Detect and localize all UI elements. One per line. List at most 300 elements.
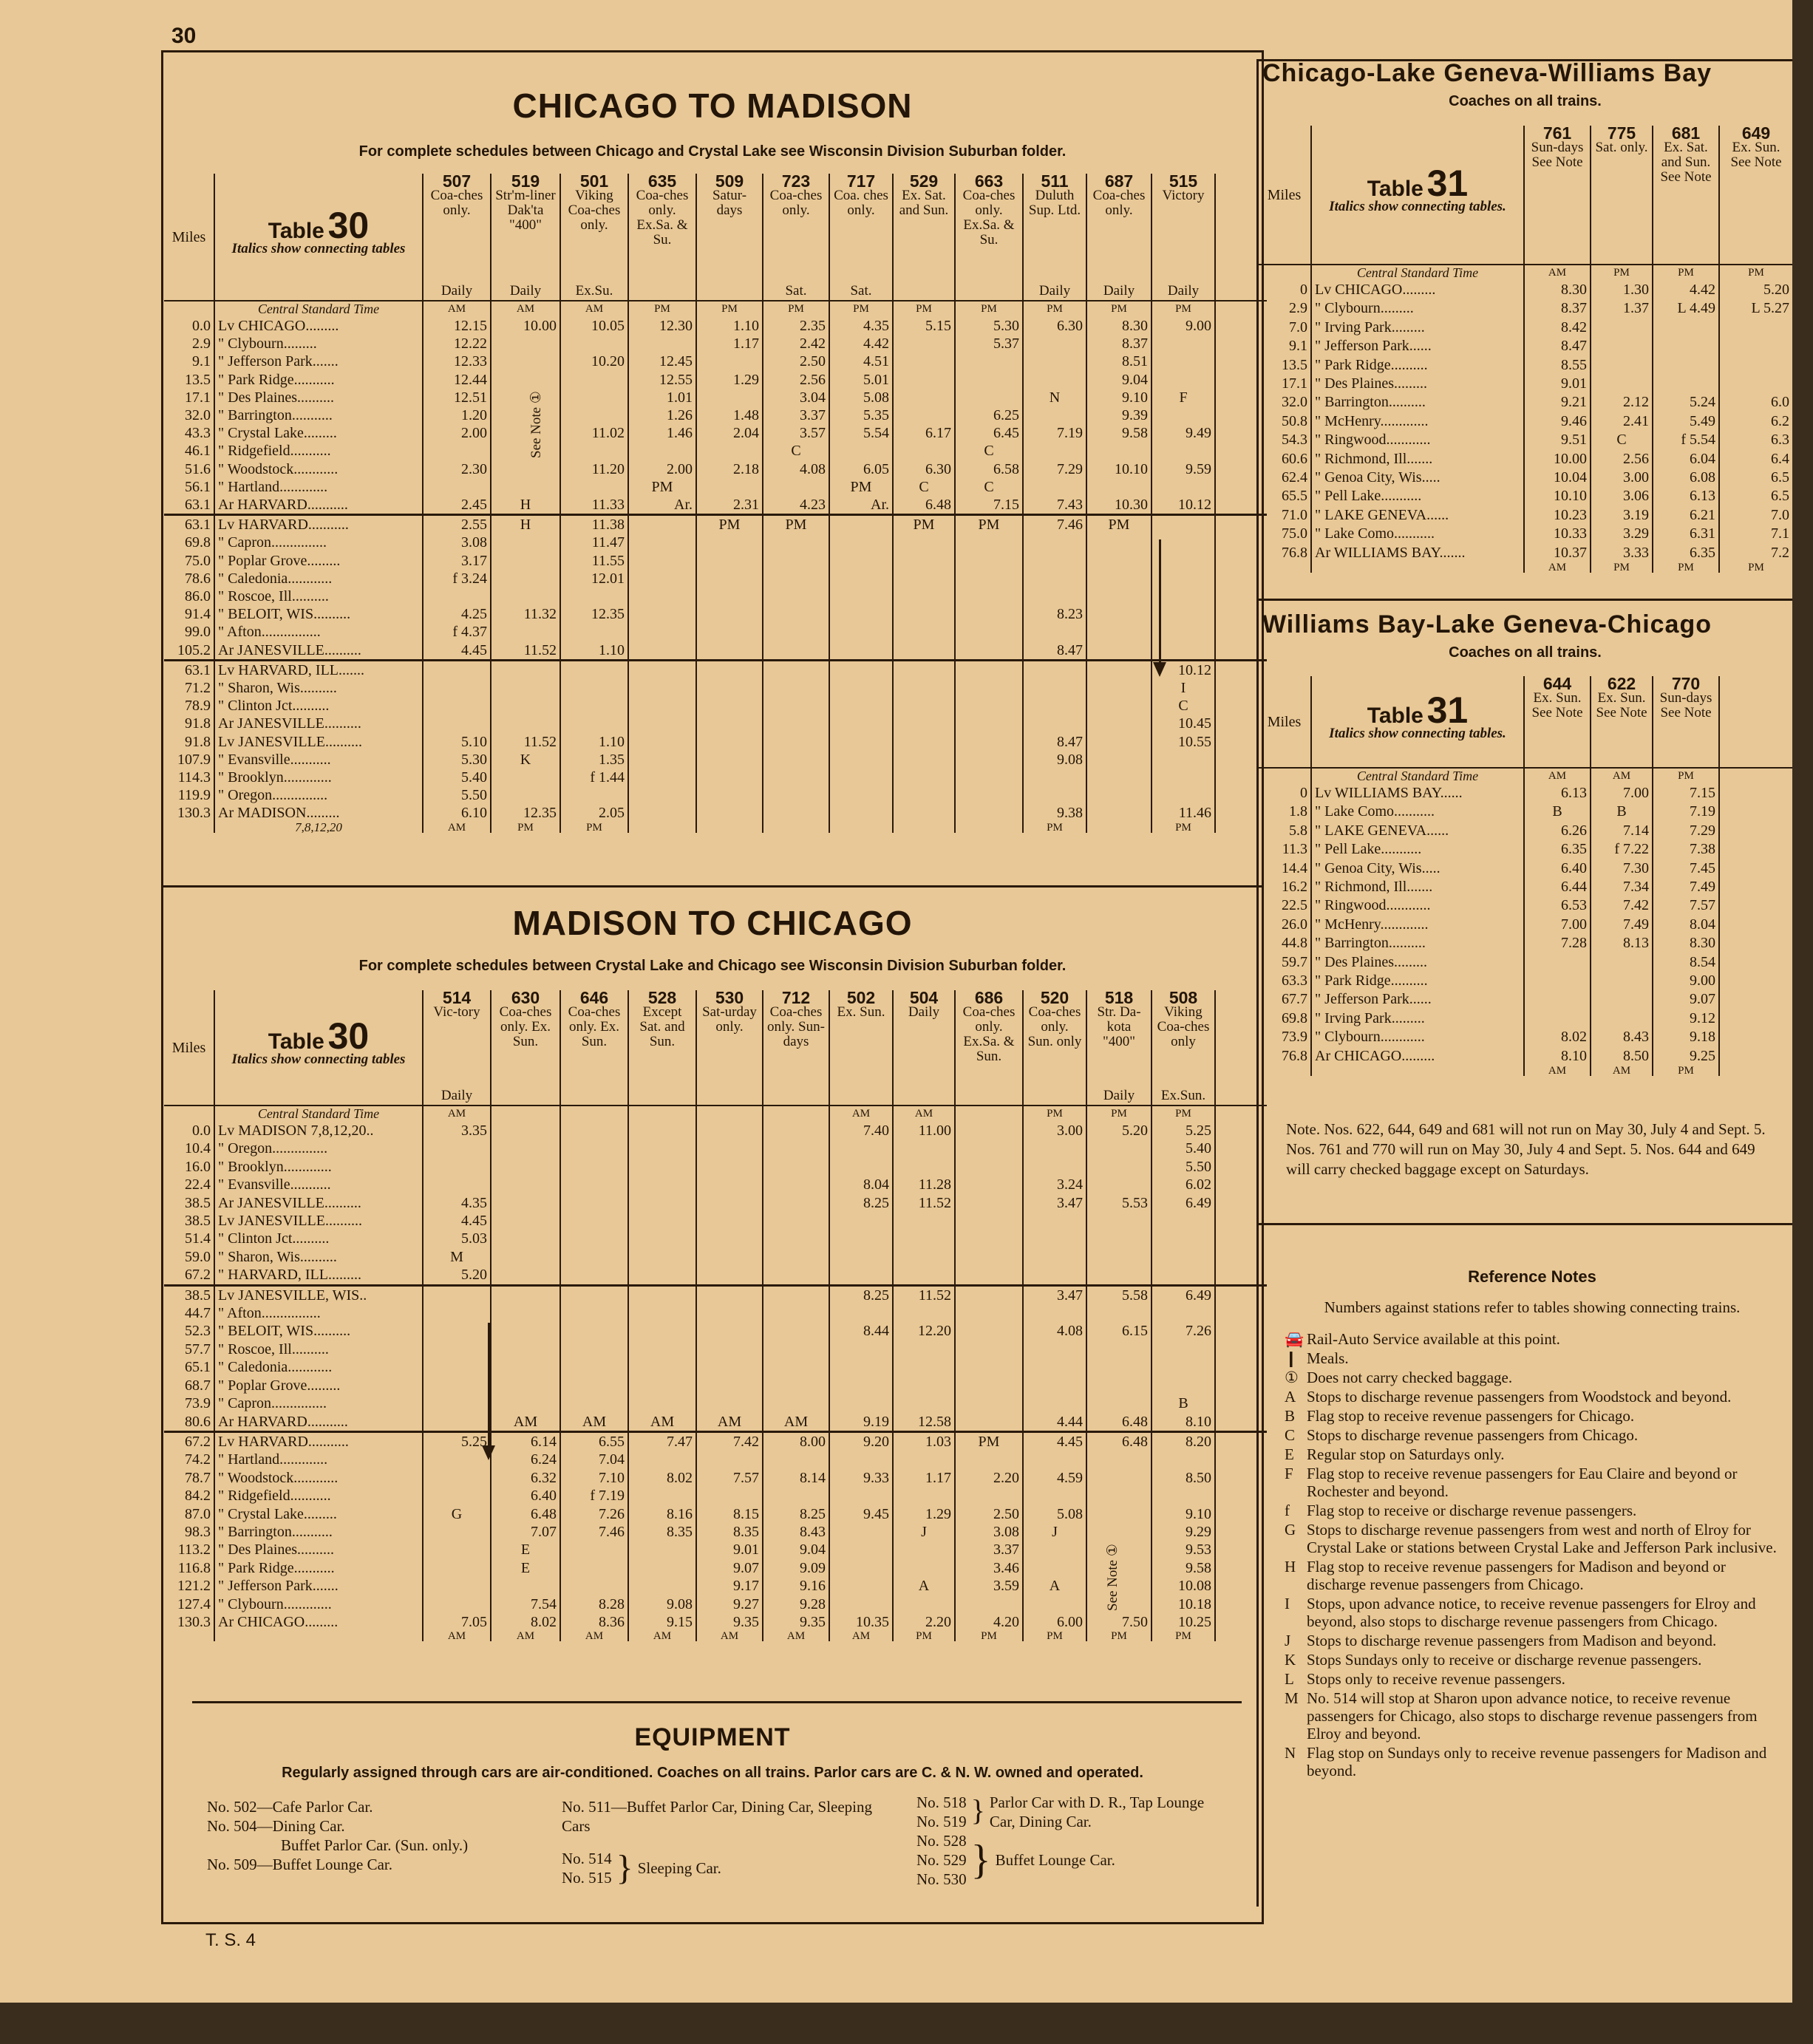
time-cell (955, 1176, 1023, 1193)
time-cell (955, 679, 1023, 697)
miles-cell: 22.5 (1282, 897, 1307, 914)
time-cell: 7.49 (1653, 878, 1719, 896)
time-cell (491, 1377, 560, 1394)
station-row (1258, 784, 1792, 803)
time-cell: 7.42 (1591, 896, 1653, 915)
time-cell: 9.12 (1653, 1009, 1719, 1028)
time-cell (628, 1230, 696, 1247)
time-cell: 8.47 (1023, 733, 1086, 751)
time-cell (491, 335, 560, 352)
reference-note (1285, 1502, 1780, 1519)
time-cell: 3.46 (955, 1559, 1023, 1577)
miles-cell: 38.5 (185, 1194, 211, 1211)
reference-notes (1285, 1267, 1780, 1781)
time-cell: 3.00 (1023, 1122, 1086, 1139)
time-cell: 6.45 (955, 424, 1023, 442)
table-title (1315, 689, 1520, 731)
time-cell: 6.53 (1524, 896, 1591, 915)
station-name: " Afton................ (214, 1304, 423, 1322)
time-cell: 4.08 (763, 460, 829, 478)
time-cell (491, 1358, 560, 1376)
time-zone-row (1258, 265, 1792, 281)
am-pm-marker (893, 822, 955, 833)
train-number: 622 (1607, 676, 1636, 693)
time-cell (829, 1541, 893, 1558)
time-cell (491, 424, 560, 442)
train-num: No. 514 (562, 1850, 612, 1867)
time-cell (1591, 990, 1653, 1009)
blank-cell (1719, 916, 1792, 934)
station-name: Lv JANESVILLE.......... (214, 733, 423, 751)
time-cell: 8.14 (763, 1469, 829, 1487)
time-cell (893, 733, 955, 751)
time-cell: 8.47 (1023, 641, 1086, 661)
time-cell: 5.20 (1086, 1122, 1152, 1139)
brace-icon: } (970, 1793, 985, 1827)
equipment-col-1 (207, 1797, 576, 1874)
time-cell: 3.08 (423, 534, 491, 551)
blank-cell (1215, 1230, 1267, 1247)
blank-cell (1215, 1304, 1267, 1322)
time-cell: 2.30 (423, 460, 491, 478)
time-cell: 8.02 (628, 1469, 696, 1487)
note-symbol: E (1285, 1445, 1294, 1463)
station-row (164, 751, 1267, 769)
time-cell: C (763, 442, 829, 460)
miles-cell: 9.1 (1289, 338, 1307, 355)
connecting-tables (1311, 562, 1524, 573)
miles-cell: 130.3 (177, 1613, 211, 1630)
time-cell: 4.45 (1023, 1431, 1086, 1451)
time-cell: 12.55 (628, 371, 696, 389)
time-cell (491, 1394, 560, 1412)
time-cell (763, 1248, 829, 1266)
time-cell (829, 1340, 893, 1358)
am-pm-marker: AM (1591, 768, 1653, 784)
blank-cell (1215, 1559, 1267, 1577)
time-cell: 6.48 (893, 496, 955, 515)
time-cell: 4.42 (1653, 281, 1719, 299)
time-cell: 9.19 (829, 1413, 893, 1432)
station-name: " Barrington........... (214, 406, 423, 424)
train-frequency: Daily (441, 1088, 473, 1103)
end-am-pm-row (1258, 1066, 1792, 1076)
station-row (1258, 822, 1792, 840)
miles-cell: 71.2 (185, 680, 211, 697)
time-cell (628, 515, 696, 534)
station-name: " Park Ridge........... (214, 371, 423, 389)
time-cell (893, 1358, 955, 1376)
table-number: 31 (1426, 689, 1469, 731)
station-row (164, 1358, 1267, 1376)
station-name: " BELOIT, WIS.......... (214, 1322, 423, 1340)
station-row (1258, 859, 1792, 878)
time-cell (1023, 1340, 1086, 1358)
miles-cell: 57.7 (185, 1340, 211, 1357)
time-cell: 9.38 (1023, 804, 1086, 822)
blank-cell (1215, 1577, 1267, 1595)
am-pm-marker: AM (560, 1631, 628, 1641)
divider (1256, 1223, 1792, 1225)
time-cell: 3.00 (1591, 469, 1653, 487)
train-description: Coa. ches only. (834, 188, 888, 218)
train-column-header (628, 990, 696, 1106)
station-name: Ar WILLIAMS BAY....... (1311, 544, 1524, 562)
train-number: 528 (647, 990, 677, 1007)
time-cell (955, 1487, 1023, 1505)
time-cell (829, 1377, 893, 1394)
station-name: " Capron............... (214, 1394, 423, 1412)
time-cell: 6.55 (560, 1431, 628, 1451)
time-cell (829, 1523, 893, 1541)
time-cell: 2.12 (1591, 393, 1653, 412)
station-name: " Woodstock............ (214, 460, 423, 478)
time-cell (955, 1340, 1023, 1358)
am-pm-marker: PM (1591, 265, 1653, 281)
time-cell: 12.15 (423, 317, 491, 335)
time-cell (560, 1559, 628, 1577)
train-number: 717 (846, 174, 876, 191)
miles-cell: 51.6 (185, 460, 211, 477)
equipment-bracket-group (916, 1793, 1256, 1831)
time-cell: 7.19 (1023, 424, 1086, 442)
time-cell (955, 1304, 1023, 1322)
time-cell (696, 1340, 763, 1358)
time-cell: 5.01 (829, 371, 893, 389)
time-cell: 8.51 (1086, 352, 1152, 370)
time-cell (491, 1122, 560, 1139)
time-cell (560, 1377, 628, 1394)
miles-cell: 67.2 (185, 1267, 211, 1284)
time-cell (893, 1139, 955, 1157)
time-cell (893, 352, 955, 370)
time-cell: 12.45 (628, 352, 696, 370)
miles-cell: 68.7 (185, 1377, 211, 1394)
time-cell: 11.52 (491, 641, 560, 661)
time-cell (955, 605, 1023, 623)
table-title-cell (1311, 126, 1524, 265)
time-cell: 6.00 (1023, 1613, 1086, 1631)
station-row (164, 1505, 1267, 1523)
time-cell: 9.16 (763, 1577, 829, 1595)
time-cell (829, 679, 893, 697)
station-name: " Hartland............. (214, 478, 423, 496)
station-row (164, 1469, 1267, 1487)
miles-cell: 59.7 (1282, 953, 1307, 970)
time-cell: 4.59 (1023, 1469, 1086, 1487)
train-number: 712 (781, 990, 811, 1007)
time-cell (1152, 478, 1215, 496)
time-cell (1023, 1266, 1086, 1285)
time-cell (696, 1377, 763, 1394)
train-number: 507 (442, 174, 472, 191)
time-cell (955, 1358, 1023, 1376)
time-cell (829, 1230, 893, 1247)
time-cell: 9.00 (1152, 317, 1215, 335)
blank-cell (1719, 990, 1792, 1009)
time-cell (1152, 1248, 1215, 1266)
time-cell (696, 1394, 763, 1412)
station-name: Ar JANESVILLE.......... (214, 641, 423, 661)
am-pm-marker: PM (893, 1631, 955, 1641)
time-cell (955, 1322, 1023, 1340)
time-cell (1086, 786, 1152, 804)
am-pm-marker: PM (696, 301, 763, 317)
miles-cell: 46.1 (185, 443, 211, 460)
time-cell: 7.14 (1591, 822, 1653, 840)
time-cell (893, 1377, 955, 1394)
arrowhead-icon (1153, 662, 1166, 677)
time-cell: 5.50 (1152, 1158, 1215, 1176)
station-row (1258, 953, 1792, 972)
time-cell (829, 1451, 893, 1468)
station-row (1258, 450, 1792, 469)
time-cell (491, 1577, 560, 1595)
miles-cell: 50.8 (1282, 412, 1307, 429)
train-number: 509 (715, 174, 744, 191)
time-cell: 2.18 (696, 460, 763, 478)
miles-cell: 76.8 (1282, 1047, 1307, 1064)
time-cell (696, 1358, 763, 1376)
station-name: Lv JANESVILLE, WIS.. (214, 1285, 423, 1304)
time-cell (628, 1541, 696, 1558)
station-row (164, 424, 1267, 442)
time-cell: AM (628, 1413, 696, 1432)
time-cell (423, 1139, 491, 1157)
time-cell (1524, 990, 1591, 1009)
time-cell (1086, 478, 1152, 496)
train-number: 504 (909, 990, 939, 1007)
time-cell: 8.50 (1152, 1469, 1215, 1487)
station-name: " Lake Como........... (1311, 525, 1524, 543)
time-cell (628, 1322, 696, 1340)
time-cell (763, 660, 829, 679)
miles-cell: 63.1 (164, 660, 214, 679)
time-cell (955, 769, 1023, 786)
time-cell (423, 679, 491, 697)
station-row (164, 352, 1267, 370)
time-cell (893, 1248, 955, 1266)
time-cell (491, 1304, 560, 1322)
station-name: " Sharon, Wis.......... (214, 1248, 423, 1266)
time-cell (628, 605, 696, 623)
time-cell (1152, 1377, 1215, 1394)
time-cell (763, 1266, 829, 1285)
time-cell: 3.04 (763, 389, 829, 406)
chicago-to-madison-table (164, 174, 1267, 833)
brace-icon: } (616, 1848, 633, 1887)
time-cell: f 3.24 (423, 570, 491, 587)
time-cell (893, 623, 955, 641)
time-cell (560, 1304, 628, 1322)
station-name: Lv WILLIAMS BAY...... (1311, 784, 1524, 803)
time-cell (829, 697, 893, 715)
station-row (164, 1230, 1267, 1247)
time-cell: 11.47 (560, 534, 628, 551)
miles-cell: 91.8 (185, 733, 211, 750)
time-cell (628, 733, 696, 751)
time-cell: AM (491, 1413, 560, 1432)
time-cell: 8.25 (763, 1505, 829, 1523)
time-cell (491, 1266, 560, 1285)
time-cell (628, 1248, 696, 1266)
time-cell (1086, 442, 1152, 460)
time-cell (560, 1194, 628, 1212)
time-cell (763, 697, 829, 715)
time-cell (829, 1212, 893, 1230)
reference-note (1285, 1388, 1780, 1406)
time-cell: 8.30 (1653, 934, 1719, 953)
header-row (1258, 126, 1792, 265)
blank-cell (164, 1631, 214, 1641)
time-cell: 5.35 (829, 406, 893, 424)
time-cell (628, 1285, 696, 1304)
time-cell: 6.26 (1524, 822, 1591, 840)
time-cell: 9.59 (1152, 460, 1215, 478)
note-text: Stops to discharge revenue passengers from Madison and beyond. (1307, 1632, 1717, 1649)
miles-cell: 91.4 (185, 606, 211, 623)
train-column-header (1086, 174, 1152, 301)
station-row (164, 478, 1267, 496)
time-cell (829, 1595, 893, 1613)
italics-note: Italics show connecting tables. (1329, 725, 1506, 741)
time-cell (955, 1394, 1023, 1412)
time-cell: 7.15 (955, 496, 1023, 515)
time-cell (628, 1212, 696, 1230)
am-pm-marker: PM (1023, 1631, 1086, 1641)
time-cell: 7.54 (491, 1595, 560, 1613)
blank-cell (1215, 1451, 1267, 1468)
table-title-cell (214, 174, 423, 301)
station-row (1258, 506, 1792, 525)
reference-note (1285, 1521, 1780, 1556)
train-number: 514 (442, 990, 472, 1007)
train-number: 518 (1104, 990, 1134, 1007)
see-note-label: See Note ① (1105, 1544, 1120, 1611)
time-cell (1719, 337, 1792, 355)
blank-cell (1719, 934, 1792, 953)
station-name: " Clybourn............. (214, 1595, 423, 1613)
am-pm-marker (763, 1106, 829, 1122)
miles-header: Miles (1258, 126, 1311, 265)
time-cell (1086, 751, 1152, 769)
miles-cell: 60.6 (1282, 450, 1307, 467)
section-subtitle: Coaches on all trains. (1449, 93, 1602, 109)
time-cell: H (491, 496, 560, 515)
time-cell: 11.38 (560, 515, 628, 534)
time-cell (628, 552, 696, 570)
blank-cell (1258, 1066, 1311, 1076)
time-cell: 10.00 (491, 317, 560, 335)
time-cell (1086, 1505, 1152, 1523)
time-cell: 5.15 (893, 317, 955, 335)
time-cell (1152, 1358, 1215, 1376)
time-cell (893, 389, 955, 406)
time-cell: 10.04 (1524, 469, 1591, 487)
time-cell (491, 1322, 560, 1340)
time-cell (628, 1358, 696, 1376)
time-cell (1086, 679, 1152, 697)
train-column-header (1591, 676, 1653, 768)
time-cell (1719, 318, 1792, 337)
time-cell (893, 1212, 955, 1230)
miles-cell: 78.9 (185, 698, 211, 715)
time-cell (696, 587, 763, 605)
train-column-header (1023, 990, 1086, 1106)
time-cell (560, 786, 628, 804)
lake-geneva-inbound-section (1258, 600, 1792, 667)
time-cell (893, 1559, 955, 1577)
am-pm-marker: PM (1086, 1106, 1152, 1122)
time-cell (763, 1487, 829, 1505)
train-column-header (829, 990, 893, 1106)
time-cell (628, 442, 696, 460)
down-arrow-icon (1159, 539, 1161, 665)
time-cell (893, 442, 955, 460)
time-cell: 1.26 (628, 406, 696, 424)
time-cell: 12.30 (628, 317, 696, 335)
time-cell: f 1.44 (560, 769, 628, 786)
station-name: " Irving Park......... (1311, 1009, 1524, 1028)
time-cell: 6.2 (1719, 412, 1792, 431)
am-pm-marker: PM (893, 301, 955, 317)
blank-cell (1215, 1431, 1267, 1451)
station-row (164, 733, 1267, 751)
time-cell (696, 478, 763, 496)
time-cell: 6.4 (1719, 450, 1792, 469)
time-cell (763, 1122, 829, 1139)
time-cell (491, 715, 560, 732)
time-cell: 4.20 (955, 1613, 1023, 1631)
station-row (1258, 1028, 1792, 1046)
note-symbol: F (1285, 1465, 1293, 1482)
train-frequency: Daily (509, 283, 542, 299)
miles-cell: 0 (1300, 282, 1307, 298)
time-cell: 6.05 (829, 460, 893, 478)
station-row (1258, 375, 1792, 393)
time-cell: 8.54 (1653, 953, 1719, 972)
time-cell: 9.07 (1653, 990, 1719, 1009)
train-description: Coa-ches only. Ex.Sa. & Su. (962, 188, 1016, 248)
time-cell (560, 679, 628, 697)
train-number: 649 (1741, 126, 1771, 143)
time-cell (829, 534, 893, 551)
note-text: Flag stop to receive revenue passengers for Chicago. (1307, 1407, 1635, 1425)
station-row (164, 442, 1267, 460)
equipment-desc: Buffet Lounge Car. (995, 1851, 1115, 1869)
time-cell: 9.45 (829, 1505, 893, 1523)
blank-cell (1719, 1047, 1792, 1066)
miles-cell: 17.1 (1282, 375, 1307, 392)
time-cell (491, 1212, 560, 1230)
time-cell (1023, 552, 1086, 570)
station-name: " Lake Como........... (1311, 803, 1524, 821)
time-cell (893, 605, 955, 623)
station-name: " Pell Lake........... (1311, 487, 1524, 505)
time-cell (763, 1340, 829, 1358)
time-cell: f 7.19 (560, 1487, 628, 1505)
note-symbol: B (1285, 1407, 1296, 1425)
note-symbol: A (1285, 1388, 1296, 1406)
time-cell (1086, 733, 1152, 751)
station-row (164, 1613, 1267, 1631)
time-cell (1023, 335, 1086, 352)
station-row (164, 460, 1267, 478)
time-cell (696, 442, 763, 460)
time-cell (955, 1451, 1023, 1468)
blank-cell (1258, 562, 1311, 573)
time-cell (423, 1487, 491, 1505)
